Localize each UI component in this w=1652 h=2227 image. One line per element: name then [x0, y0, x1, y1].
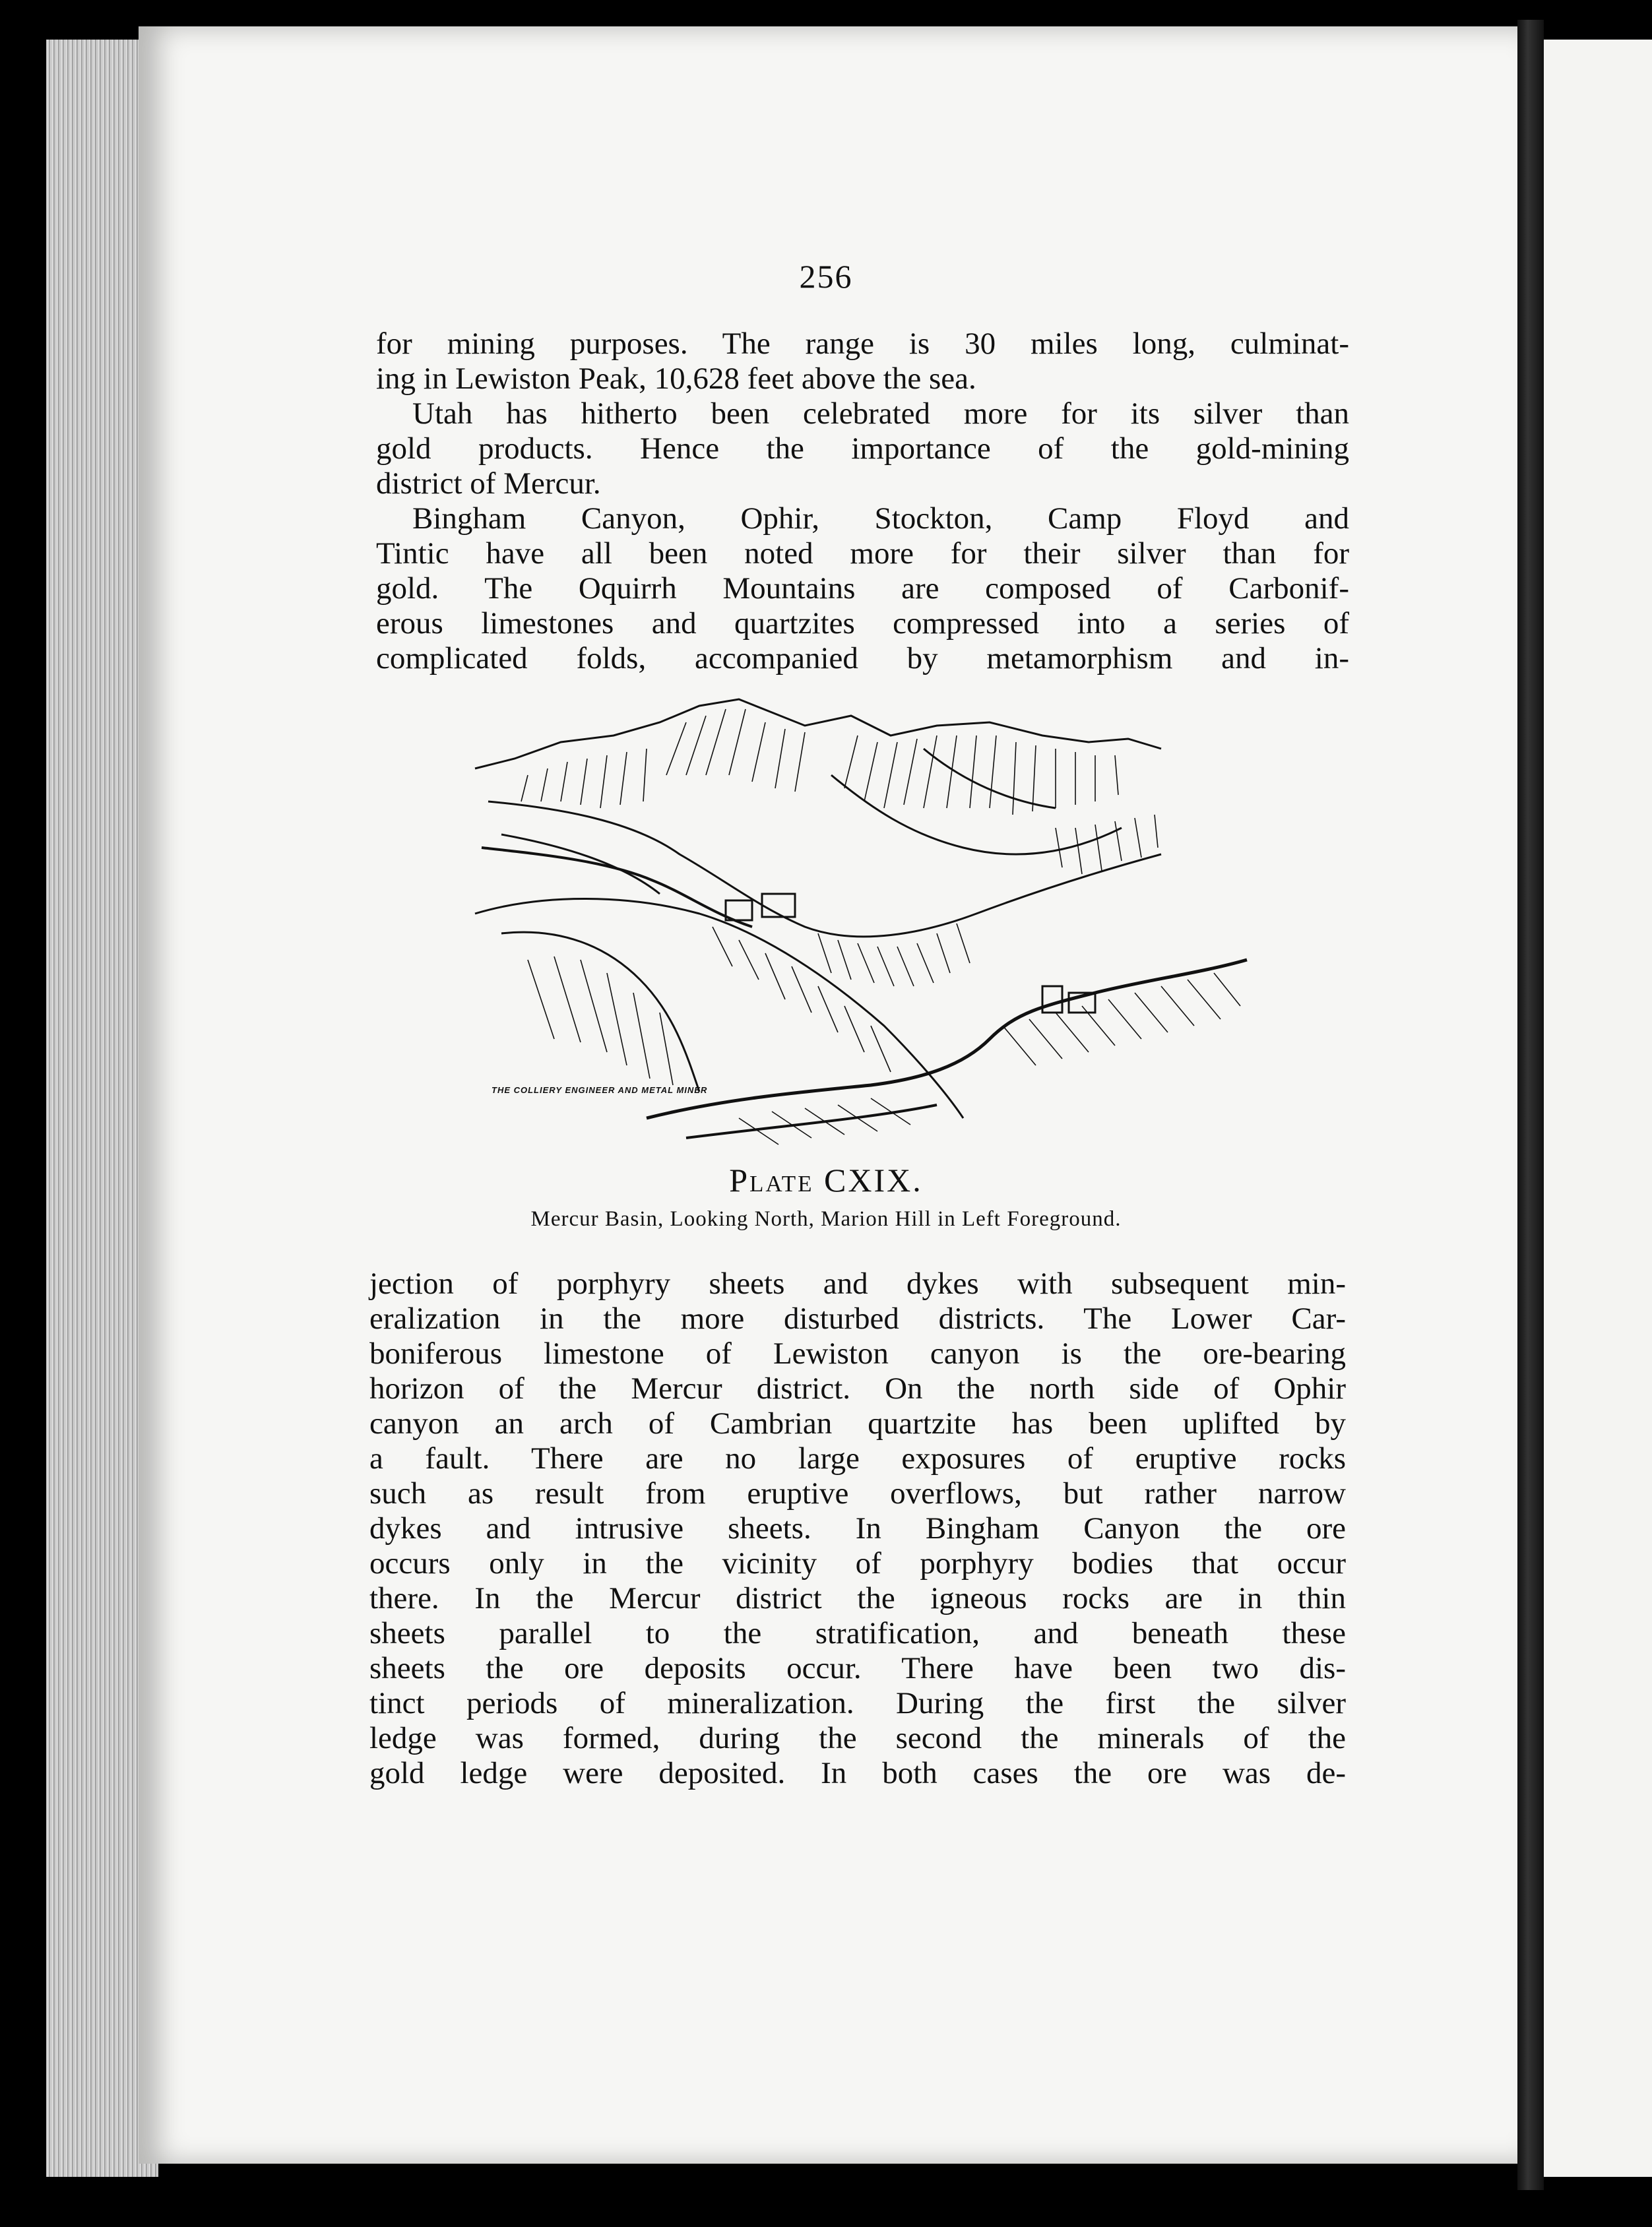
- page-number: 256: [799, 258, 853, 295]
- figure-caption: Mercur Basin, Looking North, Marion Hill in Left Foreground.: [530, 1207, 1122, 1231]
- plate-title: Plate CXIX.: [729, 1162, 923, 1199]
- text-line: Tintic have all been noted more for their silver than for: [376, 536, 1349, 571]
- text-line: sheets the ore deposits occur. There have been two dis-: [369, 1651, 1346, 1685]
- mountain-engraving: [462, 696, 1260, 1151]
- text-line: boniferous limestone of Lewiston canyon is the ore-bearing: [369, 1336, 1346, 1371]
- top-paragraphs: [376, 327, 1349, 676]
- text-line: sheets parallel to the stratification, and beneath these: [369, 1616, 1346, 1650]
- text-line: Bingham Canyon, Ophir, Stockton, Camp Floyd and: [412, 501, 1349, 536]
- text-line: eralization in the more disturbed districts. The Lower Car-: [369, 1302, 1346, 1336]
- text-line: ledge was formed, during the second the minerals of the: [369, 1721, 1346, 1755]
- text-line: there. In the Mercur district the igneous rocks are in thin: [369, 1581, 1346, 1615]
- text-line: tinct periods of mineralization. During the first the silver: [369, 1686, 1346, 1720]
- text-line: horizon of the Mercur district. On the north side of Ophir: [369, 1371, 1346, 1406]
- text-line: dykes and intrusive sheets. In Bingham Canyon the ore: [369, 1511, 1346, 1546]
- text-line: occurs only in the vicinity of porphyry bodies that occur: [369, 1546, 1346, 1581]
- text-line: district of Mercur.: [376, 466, 601, 501]
- text-line: for mining purposes. The range is 30 miles long, culminat-: [376, 327, 1349, 361]
- text-line: gold. The Oquirrh Mountains are composed of Carbonif-: [376, 571, 1349, 606]
- text-line: ing in Lewiston Peak, 10,628 feet above the sea.: [376, 361, 976, 396]
- text-line: such as result from eruptive overflows, but rather narrow: [369, 1476, 1346, 1511]
- text-line: jection of porphyry sheets and dykes with subsequent min-: [369, 1267, 1346, 1301]
- text-line: Utah has hitherto been celebrated more for its silver than: [412, 396, 1349, 431]
- text-line: erous limestones and quartzites compressed into a series of: [376, 606, 1349, 641]
- book-binding: [1517, 20, 1544, 2190]
- text-line: gold products. Hence the importance of the gold-mining: [376, 431, 1349, 466]
- text-line: a fault. There are no large exposures of eruptive rocks: [369, 1441, 1346, 1476]
- bottom-paragraph: [369, 1267, 1346, 1791]
- text-line: complicated folds, accompanied by metamorphism and in-: [376, 641, 1349, 675]
- text-line: canyon an arch of Cambrian quartzite has been uplifted by: [369, 1406, 1346, 1441]
- next-page-edge: [1544, 40, 1652, 2177]
- engraving-credit: THE COLLIERY ENGINEER AND METAL MINER: [492, 1085, 708, 1095]
- text-line: gold ledge were deposited. In both cases the ore was de-: [369, 1756, 1346, 1790]
